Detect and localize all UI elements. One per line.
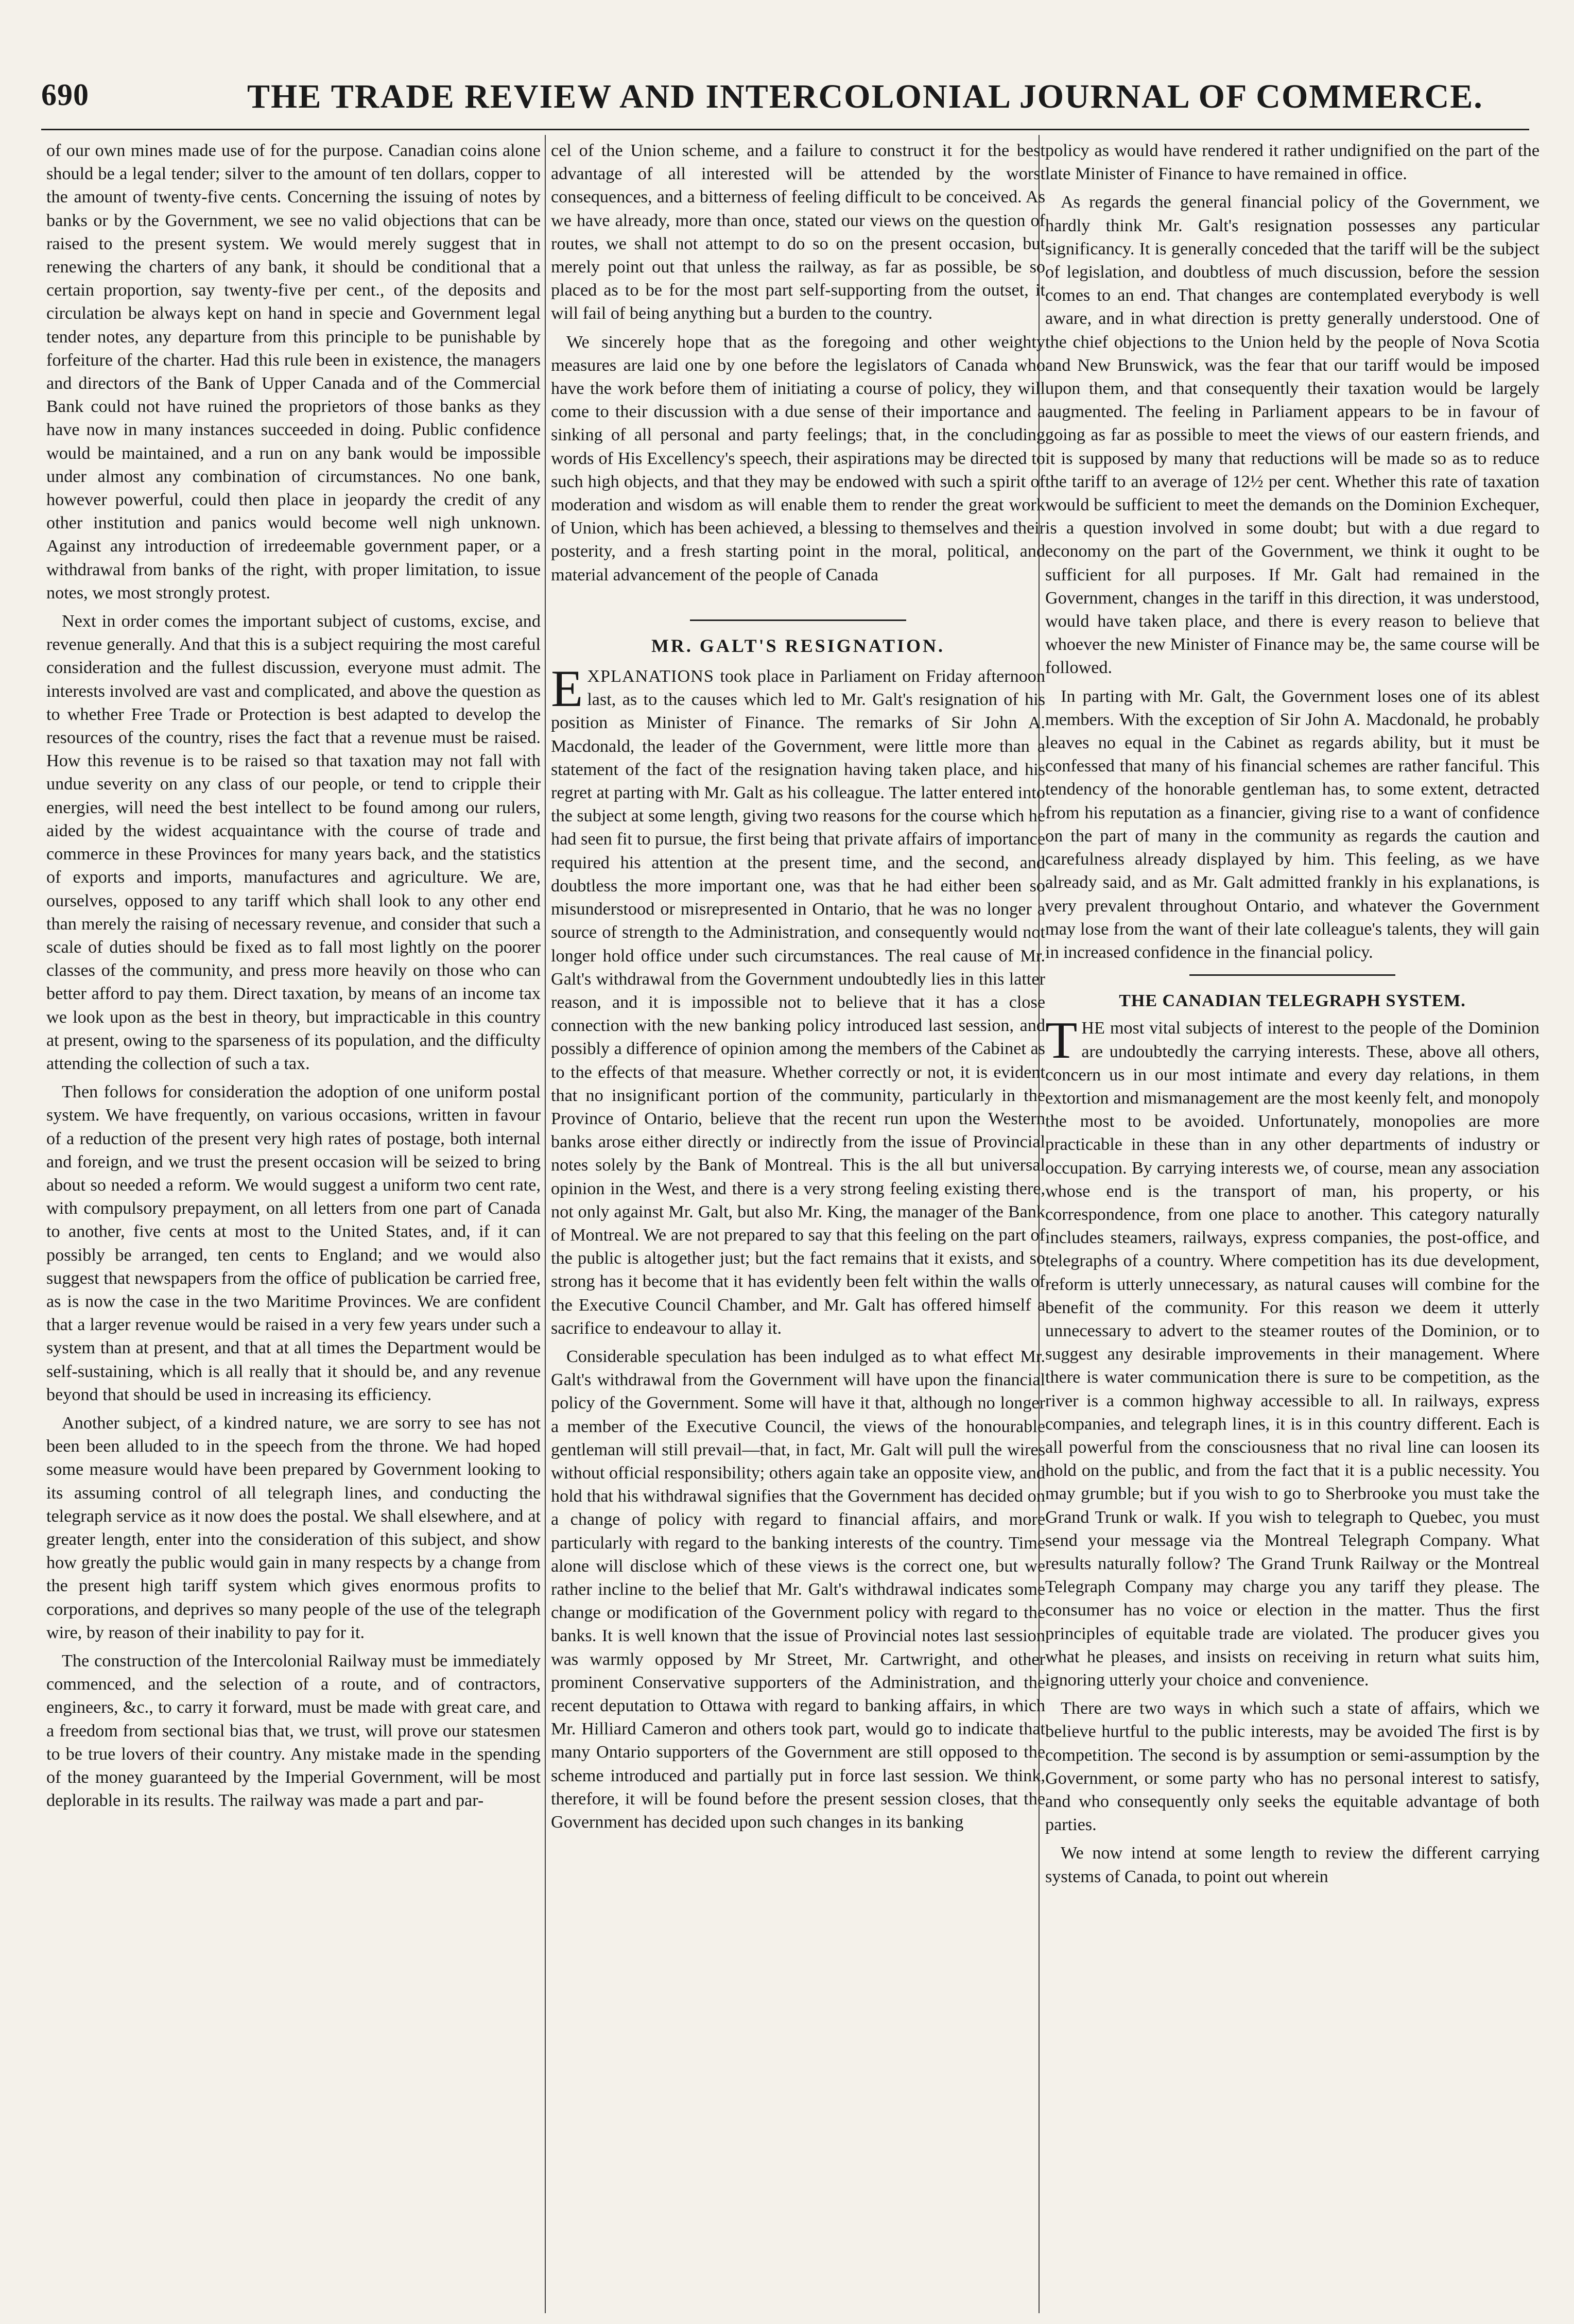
paragraph: The construction of the Intercolonial Railway must be immediately commenced, and the selection of a route, and of contractors, engineers, &c., to carry it forward, must be made with great care, and a freedom from sectional bias that, we trust, will prove our statesmen to be true lovers of their country. Any mistake made in the spending of the money guaranteed by the Imperial Government, will be most deplorable in its results. The railway was made a part and par- [46, 1651, 541, 1811]
lead-text: took place in Parliament on Friday afternoon last, as to the causes which led to Mr. Galt's resignation of his position as Minister of Finance. The remarks of Sir John A. Macdonald, the leader of the Government, were little more than a statement of the fact of the resignation having taken place, and his regret at parting with Mr. Galt as his colleague. The latter entered into the subject at some length, giving two reasons for the course which he had seen fit to pursue, the first being that private affairs of importance required his attention at the present time, and the second, and doubtless the more important one, was that he had either been so misunderstood or misrepresented in Ontario, that he was no longer a source of strength to the Administration, and consequently would not longer hold office under such circumstances. The real cause of Mr. Galt's withdrawal from the Government undoubtedly lies in this latter reason, and it is impossible not to believe that it has a close connection with the new banking policy introduced last session, and possibly a difference of opinion among the members of the Cabinet as to the effects of that measure. Whether correctly or not, it is evident that no insignificant portion of the community, particularly in the Province of Ontario, believe that the recent run upon the Western banks arose either directly or indirectly from the issue of Provincial notes solely by the Bank of Montreal. This is the all but universal opinion in the West, and there is a very strong feeling existing there, not only against Mr. Galt, but also Mr. King, the manager of the Bank of Montreal. We are not prepared to say that this feeling on the part of the public is altogether just; but the fact remains that it exists, and so strong has it become that it has evidently been felt within the walls of the Executive Council Chamber, and Mr. Galt has offered himself a sacrifice to endeavour to allay it. [551, 667, 1045, 1338]
drop-cap: E [551, 660, 583, 718]
column-3 [1045, 139, 1540, 2307]
page-header [41, 77, 1534, 124]
paragraph: As regards the general financial policy of the Government, we hardly think Mr. Galt's resignation possesses any particular significancy. It is generally conceded that the tariff will be the subject of legislation, and doubtless of much discussion, before the session comes to an end. That changes are contemplated everybody is well aware, and in what direction is pretty generally understood. One of the chief objections to the Union held by the people of Nova Scotia and New Brunswick, was the fear that our tariff would be imposed upon them, and that consequently their taxation would be largely augmented. The feeling in Parliament appears to be in favour of going as far as possible to meet the views of our eastern friends, and it is supposed by many that reductions will be made so as to reduce the tariff to an average of 12½ per cent. Whether this rate of taxation would be sufficient to meet the demands on the Dominion Exchequer, is a question involved in some doubt; but with a due regard to economy on the part of the Government, we think it ought to be sufficient for all purposes. If Mr. Galt had remained in the Government, changes in the tariff in this direction, it was understood, would have taken place, and there is every reason to believe that whoever the new Minister of Finance may be, the same course will be followed. [1045, 193, 1540, 678]
paragraph: In parting with Mr. Galt, the Government loses one of its ablest members. With the exception of Sir John A. Macdonald, he probably leaves no equal in the Cabinet as regards ability, but it must be confessed that many of his financial schemes are rather fanciful. This tendency of the honorable gentleman has, to some extent, detracted from his reputation as a financier, giving rise to a want of confidence on the part of many in the community as regards the caution and carefulness already displayed by him. This feeling, as we have already said, and as Mr. Galt admitted frankly in his explanations, is very prevalent throughout Ontario, and whatever the Government may lose from the want of their late colleague's talents, they will gain in increased confidence in the financial policy. [1045, 686, 1540, 962]
article-headline: THE CANADIAN TELEGRAPH SYSTEM. [1119, 991, 1466, 1011]
paragraph: There are two ways in which such a state of affairs, which we believe hurtful to the public interests, may be avoided The first is by competition. The second is by assumption or semi-assumption by the Government, or some party who has no personal interest to satisfy, and who consequently only seeks the equitable advantage of both parties. [1045, 1699, 1540, 1835]
paragraph: Another subject, of a kindred nature, we are sorry to see has not been been alluded to in the speech from the throne. We had hoped some measure would have been prepared by Government looking to its assuming control of all telegraph lines, and conducting the telegraph service as it now does the postal. We shall elsewhere, and at greater length, enter into the consideration of this subject, and show how greatly the public would gain in many respects by a change from the present high tariff system which gives enormous profits to corporations, and deprives so many people of the use of the telegraph wire, by reason of their inability to pay for it. [46, 1413, 541, 1642]
paragraph: We now intend at some length to review the different carrying systems of Canada, to point out wherein [1045, 1844, 1540, 1886]
header-rule [41, 129, 1529, 130]
paragraph: We sincerely hope that as the foregoing and other weighty measures are laid one by one before the legislators of Canada who have the work before them of initiating a course of policy, they will come to their discussion with a due sense of their importance and a sinking of all personal and party feelings; that, in the concluding words of His Excellency's speech, their aspirations may be directed to such high objects, and that they may be endowed with such a spirit of moderation and wisdom as will enable them to render the great work of Union, which has been achieved, a blessing to themselves and their posterity, and a fresh starting point in the moral, political, and material advancement of the people of Canada [551, 332, 1045, 584]
lead-text: HE most vital subjects of interest to the people of the Dominion are undoubtedly the carrying interests. These, above all others, concern us in our most intimate and every day relations, in them extortion and mismanagement are the most keenly felt, and monopoly the most to be avoided. Unfortunately, monopolies are more practicable in these than in any other departments of industry or occupation. By carrying interests we, of course, mean any association whose end is the transport of man, his property, or his correspondence, from one place to another. This category naturally includes steamers, railways, express companies, the post-office, and telegraphs of a country. Where competition has its due development, reform is utterly unnecessary, as natural causes will combine for the benefit of the community. For this reason we deem it utterly unnecessary to advert to the steamer routes of the Dominion, or to suggest any desirable improvements in their management. Where there is water communication there is sure to be competition, as the river is a common highway accessible to all. In railways, express companies, and telegraph lines, it is in this country different. Each is all powerful from the consciousness that no rival line can loosen its hold on the public, and from the fact that it is a public necessity. You may grumble; but if you wish to go to Sherbrooke you must take the Grand Trunk or walk. If you wish to telegraph to Quebec, you must send your message via the Montreal Telegraph Company. What results naturally follow? The Grand Trunk Railway or the Montreal Telegraph Company may charge you any tariff they please. The consumer has no voice or election in the matter. Thus the first principles of equitable trade are violated. The producer gives you what he pleases, and insists on receiving in return what suits him, ignoring utterly your choice and convenience. [1045, 1019, 1540, 1690]
article-headline: MR. GALT'S RESIGNATION. [651, 635, 945, 656]
section-rule [1189, 974, 1395, 976]
column-1 [46, 139, 541, 2307]
paragraph: Considerable speculation has been indulged as to what effect Mr. Galt's withdrawal from the Government will have upon the financial policy of the Government. Some will have it that, although no longer a member of the Executive Council, the views of the honourable gentleman will still prevail—that, in fact, Mr. Galt will pull the wires without official responsibility; others again take an opposite view, and hold that his withdrawal signifies that the Government has decided on a change of policy with regard to financial affairs, and more particularly with regard to the banking interests of the country. Time alone will disclose which of these views is the correct one, but we rather incline to the belief that Mr. Galt's withdrawal indicates some change or modification of the Government policy with regard to the banks. It is well known that the issue of Provincial notes last session was warmly opposed by Mr Street, Mr. Cartwright, and other prominent Conservative supporters of the Administration, and the recent deputation to Ottawa with regard to banking affairs, in which Mr. Hilliard Cameron and others took part, would go to indicate that many Ontario supporters of the Government are still opposed to the scheme introduced and partially put in force last session. We think, therefore, it will be found before the present session closes, that the Government has decided upon such changes in its banking [551, 1347, 1045, 1832]
section-rule [690, 619, 906, 621]
paragraph: Then follows for consideration the adoption of one uniform postal system. We have frequently, on various occasions, written in favour of a reduction of the present very high rates of postage, both internal and foreign, and we trust the present occasion will be seized to bring about so needed a reform. We would suggest a uniform two cent rate, with compulsory prepayment, on all letters from one part of Canada to another, five cents at most to the United States, and, if it can possibly be arranged, ten cents to England; and we would also suggest that newspapers from the office of publication be carried free, as is now the case in the two Maritime Provinces. We are confident that a larger revenue would be raised in a very few years under such a system than at present, and that at all times the Department would be self-sustaining, which is all really that it should be, and any revenue beyond that should be used in increasing its efficiency. [46, 1082, 541, 1404]
column-divider [545, 135, 546, 2313]
paragraph: policy as would have rendered it rather undignified on the part of the late Minister of Finance to have remained in office. [1045, 141, 1540, 184]
paragraph: Next in order comes the important subject of customs, excise, and revenue generally. And that this is a subject requiring the most careful consideration and the fullest discussion, everyone must admit. The interests involved are vast and complicated, and above the question as to whether Free Trade or Protection is best adapted to develop the resources of the country, rises the fact that a revenue must be raised. How this revenue is to be raised so that taxation may not fall with undue severity on any class of our people, or tend to cripple their energies, will need the best intellect to be found among our rulers, aided by the widest acquaintance with the course of trade and commerce in these Provinces for many years back, and the statistics of exports and imports, manufactures and agriculture. We are, ourselves, opposed to any tariff which shall look to any other end than merely the raising of necessary revenue, and consider that such a scale of duties should be fixed as to fall most lightly on the poorer classes of the community, and press more heavily on those who can better afford to pay them. Direct taxation, by means of an income tax we look upon as the best in theory, but impracticable in this country at present, owing to the sparseness of its population, and the difficulty attending the collection of such a tax. [46, 612, 541, 1073]
page-number: 690 [41, 78, 89, 112]
paragraph: of our own mines made use of for the purpose. Canadian coins alone should be a legal tender; silver to the amount of ten dollars, copper to the amount of twenty-five cents. Concerning the issuing of notes by banks or by the Government, we see no valid objections that can be raised to the present system. We would merely suggest that in renewing the charters of any bank, it should be conditional that a certain proportion, say twenty-five per cent., of the deposits and circulation be always kept on hand in specie and Government legal tender notes, any departure from this principle to be punishable by forfeiture of the charter. Had this rule been in existence, the managers and directors of the Bank of Upper Canada and of the Commercial Bank could not have ruined the proprietors of those banks as they have now in many instances succeeded in doing. Public confidence would be maintained, and a run on any bank would be impossible under almost any combination of circumstances. No one bank, however powerful, could then place in jeopardy the credit of any other institution and panics would become well nigh unknown. Against any introduction of irredeemable government paper, or a withdrawal from banks of the right, with proper limitation, to issue notes, we most strongly protest. [46, 141, 541, 602]
running-title: THE TRADE REVIEW AND INTERCOLONIAL JOURNAL OF COMMERCE. [247, 78, 1483, 115]
lead-paragraph [551, 660, 1045, 1340]
lead-smallcaps: XPLANATIONS [587, 667, 714, 686]
lead-paragraph [1045, 1011, 1540, 1692]
drop-cap: T [1045, 1011, 1078, 1070]
paragraph: cel of the Union scheme, and a failure to construct it for the best advantage of all interested will be attended by the worst consequences, and a bitterness of feeling difficult to be conceived. As we have already, more than once, stated our views on the question of routes, we shall not attempt to do so on the present occasion, but merely point out that unless the railway, as far as possible, be so placed as to be for the most part self-supporting from the outset, it will fail of being anything but a burden to the country. [551, 141, 1045, 323]
column-2 [551, 139, 1045, 2307]
